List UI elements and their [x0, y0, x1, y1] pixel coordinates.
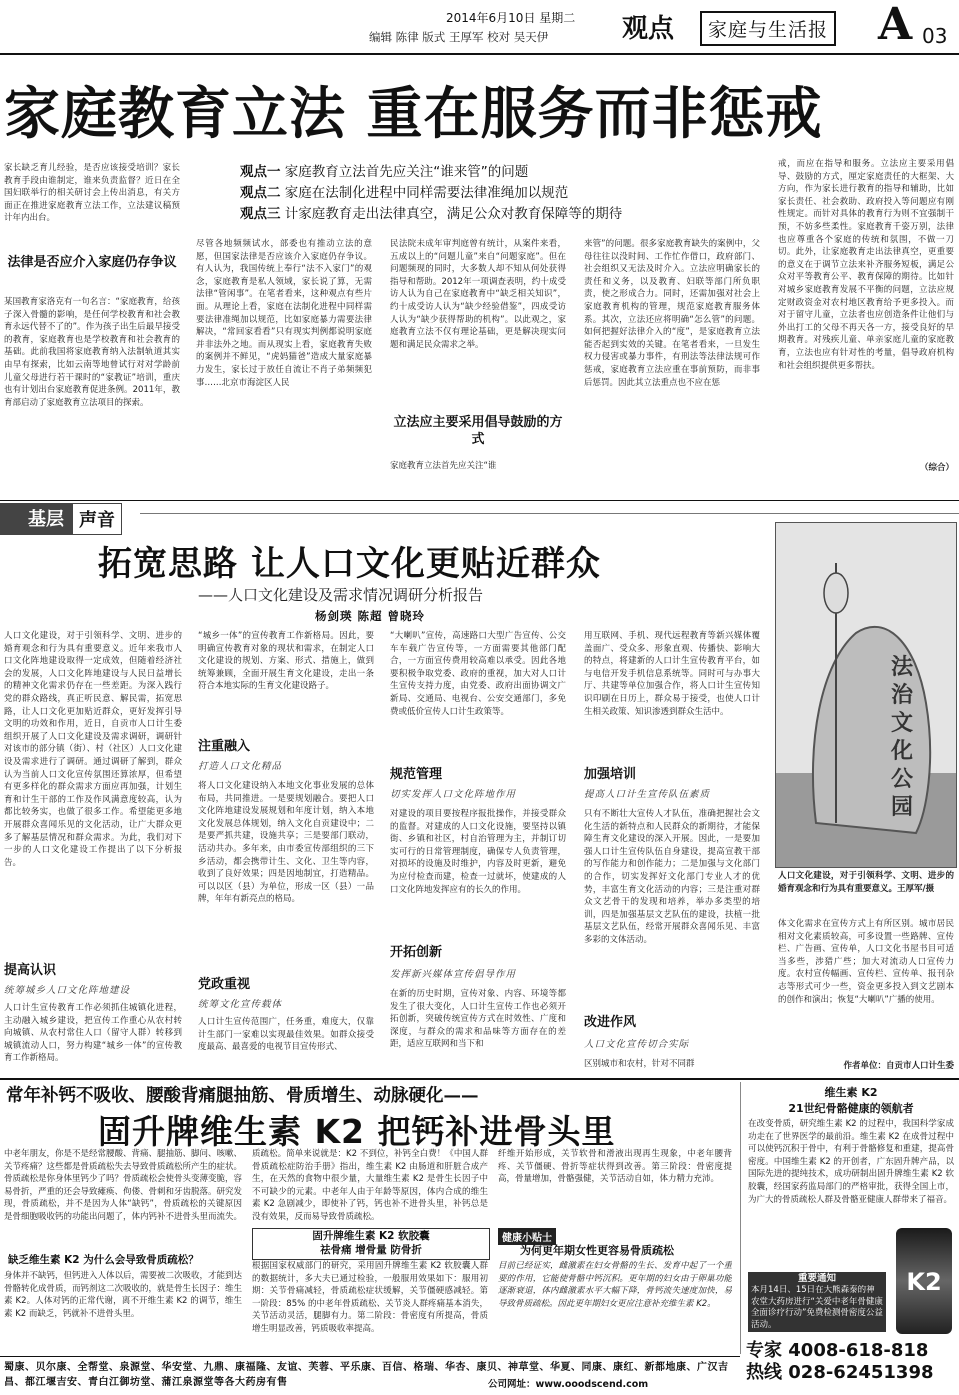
subhead-raise-awareness-2: 统筹城乡人口文化阵地建设 — [4, 985, 131, 996]
paper-name: 家庭与生活报 — [700, 11, 836, 46]
vk2-title: 维生素 K2 — [824, 1086, 878, 1099]
company-website: 公司网址：www.ooodscend.com — [486, 1376, 650, 1390]
grassroots-col-3: “大喇叭”宣传，高速路口大型广告宣传、公交车车载广告宣传等，一方面需要其他部门配合，一方面宣传费用较高难以承受。因此各地要积极争取党委、政府的重视，加大对人口计生宣传支持力度，由党委、政府出面协调文广新局、交通局、电视台、公安交通部门，多免费或低价宣传人口计生政策等。 — [390, 631, 566, 717]
subhead-work-style-2: 人口文化宣传切合实际 — [584, 1039, 690, 1050]
subhead-innovation: 开拓创新 — [390, 945, 443, 960]
author-unit: 作者单位：自贡市人口计生委 — [843, 1061, 954, 1071]
article-source: （综合） — [919, 463, 954, 473]
subhead-work-style: 改进作风 — [584, 1015, 637, 1030]
subhead-training: 加强培训 — [584, 767, 637, 782]
ad-box-1: 缺乏维生素 K2 为什么会导致骨质疏松？ — [8, 1254, 199, 1266]
grassroots-col-2b: 将人口文化建设纳入本地文化事业发展的总体布局，共同推进。一是要规划融合。要把人口文化阵地建设发展规划和年度计划，纳入本地文化发展总体规划，纳入文化自贡建设中；二是要严抓共建，设施共享；三是要部门联动，活动共办。多年来，由市委宣传部组织的三下乡活动，都会携带计生、文化、卫生等内容，收到了良好效果；四是因地制宜，打造精品。可以以区（县）为单位，形成一区（县）一品牌，年年有新亮点的格局。 — [198, 781, 374, 905]
ad-box-2-slogan: 祛骨痛 增骨量 防骨折 — [320, 1244, 422, 1256]
article-col-4: 来管”的问题。很多家庭教育缺失的案例中，父母往往以没时间、工作忙作借口，政府部门、社会组织又无法及时介入。立法应明确家长的责任和义务，以及教育、妇联等部门所负职责，使之形成合力。同时，还需加强对社会上家庭教育机构的管理，规范家庭教育服务体系。其次，立法还应将明确“怎么管”的问题。如何把握好法律介入的“度”，是家庭教育立法能否起到实效的关键。在笔者看来，一旦发生权力侵害或暴力事件，有刑法等法律法规可作惩戒，家庭教育立法应重在事前预防，而非事后惩罚。因此其立法重点也不应在惩 — [584, 239, 760, 388]
banner-left: 基层 — [0, 503, 72, 535]
notice-box — [748, 1272, 886, 1332]
grassroots-col-1b: 人口计生宣传教育工作必须抓住城镇化进程，主动融入城乡建设，把宣传工作重心从农村转向城镇、从农村常住人口（留守人群）转移到城镇流动人口，努力构建“城乡一体”的宣传教育工作新格局。 — [4, 1003, 182, 1064]
grassroots-col-3c: 在新的历史时期，宣传对象、内容、环境等都发生了很大变化，人口计生宣传工作也必须开拓创新，突破传统宣传方式在时效性、广度和深度，与群众的需求和品味等方面存在的差距，适应互联网和当下和 — [390, 989, 566, 1050]
ad-box-2-title: 固升牌维生素 K2 软胶囊 — [312, 1230, 430, 1242]
ad-divider — [0, 1078, 959, 1080]
park-stone-illustration — [776, 523, 956, 867]
viewpoint-1: 观点一 家庭教育立法首先应关注“谁来管”的问题 — [240, 164, 529, 180]
viewpoint-3: 观点三 计家庭教育走出法律真空，满足公众对教育保障等的期待 — [240, 206, 623, 222]
ad-col-1b: 身体并不缺钙，但钙进入人体以后，需要被二次吸收，才能到达骨骼转化成骨质，而钙剂这二次吸收的，就是骨生长因子：维生素 K2。人体对钙的正常代谢，离不开维生素 K2 的调节，维生素 K2 而缺乏，钙就补不进骨头里。 — [4, 1271, 242, 1319]
footer-rule — [0, 1356, 740, 1357]
grassroots-col-4: 用互联网、手机、现代远程教育等新兴媒体覆盖面广、受众多、形象直观、传播快、影响大的特点，将建新的人口计生宣传教育平台，如与电信开发手机信息系统等。同时可与办事大厅、共建等单位加强合作，将人口计生宣传知识印刷在日历上，群众易于接受，也使人口计生相关政策、知识渗透到群众生活中。 — [584, 631, 760, 717]
page-letter: A — [878, 0, 913, 50]
park-photo — [775, 522, 957, 868]
header-rule — [0, 53, 959, 55]
photo-caption: 人口文化建设，对于引领科学、文明、进步的婚育观念和行为具有重要意义。王厚军/摄 — [778, 871, 954, 894]
ad-col-3: 纤维开始形成，关节软骨和滑液出现再生现象，中老年腰背疼、关节僵硬、骨折等症状得到改善。第三阶段：骨密度提高，骨量增加，骨骼强健，关节活动自如，体力精力充沛。 — [498, 1149, 732, 1185]
subhead-integration-2: 打造人口文化精品 — [198, 761, 283, 772]
grassroots-col-5: 体文化需求在宣传方式上有所区别。城市居民相对文化素质较高，可多设置一些路牌、宣传栏、广告画、宣传单，人口文化书屋书目可适当多些，涉猎广些；加大对流动人口宣传力度。农村宣传幅画、宣传栏、宣传单、报刊杂志等形式可少一些，资金更多投入到文艺剧本的创作和演出；恢复“大喇叭”广播的使用。 — [778, 919, 954, 1005]
subhead-party-attention: 党政重视 — [198, 977, 251, 992]
pharmacy-list: 蜀康、贝尔康、全帮堂、泉源堂、华安堂、九鼎、康福隆、友谊、芙蓉、平乐康、百信、格瑞、华杏、康贝、神草堂、华夏、同康、康红、新都地康、广汉吉昌、都江堰吉安、青白江御坊堂、蒲江泉源堂等各大药房有售 — [4, 1362, 729, 1388]
article-col-5: 戒，而应在指导和服务。立法应主要采用倡导、鼓励的方式，厘定家庭责任的大框架、大方向，作为家长进行教育的指导和辅助，比如家长责任、社会救助、政府投入等问题应有刚性规定。而针对具体的教育行为则不宜强制干预，不妨多些柔性。家庭教育千姿万别，法律也应尊重各个家庭的传统和氛围，不做一刀切。此外，让家庭教育走出法律真空，更重要的意义在于调节立法来补齐服务短板，满足公众对平等教育公平、教育保障的期待。比如针对城乡家庭教育发展不平衡的问题，立法应规定财政资金对农村地区教育给予更多投入。而对于留守儿童，立法者也应创造条件让他们与外出打工的父母不再天各一方，接受良好的早期教育。对残疾儿童、单亲家庭儿童的家庭教育，立法也应有针对性的考量，倡导政府机构和社会组织提供更多帮扶。 — [778, 159, 954, 371]
ad-col-1: 中老年朋友，你是不是经常腰酸、背痛、腿抽筋、脚问、咳嗽、关节疼痛？这些都是骨质疏松失去导致骨质疏松所产生的症状。骨质疏松是你身体里钙少了吗？骨质疏松会使骨头变薄变脆，容易骨折，严重的还会导致瘫痪、佝偻、骨刺和牙齿脱落。研究发现，骨质疏松，并不是因为人体“缺钙”，骨质疏松的关键原因是骨细胞吸收钙的功能出问题了，体内钙补不进骨头里而流失。 — [4, 1149, 242, 1222]
ad-title-1: 常年补钙不吸收、腰酸背痛腿抽筋、骨质增生、动脉硬化—— — [6, 1086, 479, 1106]
notice-label: 重要通知 — [797, 1273, 836, 1284]
issue-date: 2014年6月10日 星期二 — [446, 11, 576, 25]
vk2-text: 在改变骨质，研究维生素 K2 的过程中，我国科学家成功走在了世界医学的最前沿。维生素 K2 在成骨过程中可以使钙沉积于骨中，有利于骨骼修复和重建，提高骨密度。中国维生素 K2 的开创者，广东固升牌产品，以国际先进的提纯技术，成功研制出固升牌维生素 K2 软胶囊，经国家药监局部门的严格审批，获得全国上市，为广大的骨质疏松人群及骨骼亚健康人群带来了福音。 — [748, 1119, 954, 1205]
subhead-training-2: 提高人口计生宣传队伍素质 — [584, 789, 711, 800]
vk2-subtitle: 21世纪骨骼健康的领航者 — [788, 1102, 914, 1115]
section-banner — [0, 503, 122, 535]
grassroots-col-4c: 区别城市和农村，针对不同群 — [584, 1059, 695, 1069]
park-sign-text: 法治文化公园 — [891, 654, 914, 820]
health-tip-text: 目前已经证实，雌激素在妇女骨骼的生长、发育中起了一个重要的作用，它能使骨骼中钙沉积。更年期的妇女由于卵巢功能逐渐衰退，体内雌激素水平大幅下降，骨钙流失速度加快，易导致骨质疏松。因此更年期妇女更应注意补充维生素 K2。 — [498, 1261, 732, 1309]
main-headline: 家庭教育立法 重在服务而非惩戒 — [4, 81, 823, 147]
article-col-3b: 家庭教育立法首先应关注“谁 — [390, 461, 497, 471]
ad-col-2: 质疏松。简单来说就是：K2 不到位，补钙全白费！《中国人群骨质疏松症防治手册》指出，维生素 K2 由肠道和肝脏合成产生，在天然的食物中很少量，大量维生素 K2 是骨生长因子中不可缺少的元素。中老年人由于年龄等原因，体内合成的维生素 K2 急剧减少，即使补了钙，钙也补不进骨头里，补钙总是没有效果，反而易导致骨质疏松。 — [252, 1149, 488, 1222]
ad-col-2b: 根据国家权威部门的研究，采用固升牌维生素 K2 软胶囊人群的数据统计，多大夫已通过检验，一般服用效果如下：服用初期：关节骨痛减轻，骨质疏松症状缓解，关节僵硬感减轻。第一阶段：85% 的中老年骨质疏松、关节炎人群疼痛基本消失，关节活动灵活，腿脚有力。第二阶段：骨密度有所提高，骨质增生明显改善，钙质吸收率提高。 — [252, 1261, 488, 1334]
subhead-integration: 注重融入 — [198, 739, 251, 754]
subhead-management: 规范管理 — [390, 767, 443, 782]
grassroots-col-1: 人口文化建设，对于引领科学、文明、进步的婚育观念和行为具有重要意义。近年来我市人口文化阵地建设取得一定成效，但随着经济社会的发展，人口文化阵地建设与人民日益增长的精神文化需求仍存在一些差距。为深入践行党的群众路线，真正听民意、解民需，拓宽思路，让人口文化更加贴近群众，更好发挥引导文明的功效和作用，近日，自贡市人口计生委组织开展了人口文化建设及需求调研，调研针对该市的部分镇（街）、村（社区）人口文化建设及需求进行了调研。通过调研了解到，群众认为当前人口文化宣传氛围还算浓厚，但希望有更多样化的群众需求方面应再加强，计划生育和计生干部的工作及作风满意度较高，认为都比较务实，也做了很多工作。希望能更多地开展群众喜闻乐见的文化活动，让广大群众更多了解基层情况和群众需求。为此，我们对下一步的人口文化建设工作提出了以下分析报告。 — [4, 631, 182, 868]
page-number: 03 — [922, 24, 948, 48]
grassroots-headline: 拓宽思路 让人口文化更贴近群众 — [98, 544, 601, 584]
section-divider — [0, 500, 959, 501]
banner-rule — [140, 513, 959, 514]
banner-right: 声音 — [72, 503, 122, 535]
ad-right-divider — [740, 1082, 741, 1354]
phone-line-1: 专家 4008-618-818 — [746, 1340, 929, 1361]
subhead-law-dispute: 法律是否应介入家庭仍存争议 — [7, 255, 177, 270]
notice-text: 本月14日、15日在大熊森泰的神农堂大药房进行“关爱中老年骨健康全面诊疗行动”免费检测骨密度公益活动。 — [751, 1285, 883, 1330]
health-tip-title: 为何更年期女性更容易骨质疏松 — [520, 1244, 674, 1257]
viewpoints-box — [240, 162, 760, 225]
grassroots-col-4b: 只有不断壮大宣传人才队伍，准确把握社会文化生活的新特点和人民群众的新期待，才能保障生育文化建设的深入开展。因此，一是要加强人口计生宣传队伍自身建设，提高宣教干部的写作能力和创作能力；二是加强与文化部门的合作，切实发挥好文化部门专业人才的优势，丰富生育文化活动的内容；三是注重对群众文艺骨干的发现和培养，举办多类型的培训，四是加强基层文艺队伍的建设，扶植一批基层文艺队伍，经常开展群众喜闻乐见、丰富多彩的文体活动。 — [584, 809, 760, 945]
viewpoint-2: 观点二 家庭在法制化进程中同样需要法律准绳加以规范 — [240, 185, 569, 201]
subhead-guidance: 立法应主要采用倡导鼓励的方式 — [393, 415, 563, 447]
health-tip-label: 健康小贴士 — [498, 1228, 556, 1245]
editor-credits: 编辑 陈律 版式 王厚军 校对 吴天伊 — [369, 30, 549, 44]
ad-title-2: 固升牌维生素 K2 把钙补进骨头里 — [98, 1112, 616, 1151]
article-intro: 家长缺乏育儿经验，是否应该接受培训？家长教育手段由谁制定，谁来负责监督？近日在全国妇联举行的相关研讨会上传出消息，有关方面正在推进家庭教育立法工作，立法建议稿预计年内出台。 — [4, 163, 180, 224]
subhead-innovation-2: 发挥新兴媒体宣传倡导作用 — [390, 969, 517, 980]
grassroots-subtitle: ——人口文化建设及需求情况调研分析报告 — [198, 586, 484, 604]
subhead-raise-awareness: 提高认识 — [4, 963, 57, 978]
grassroots-col-2c: 人口计生宣传范围广，任务重，难度大，仅靠计生部门一家难以实现最佳效果。如群众接受度最高、最喜爱的电视节目宣传形式、 — [198, 1017, 374, 1053]
grassroots-col-2: “城乡一体”的宣传教育工作新格局。因此，要明确宣传教育对象的现状和需求，在制定人口文化建设的规划、方案、形式、措施上，做到统筹兼顾，全面开展生育文化建设，走出一条符合本地实际的生育文化建设路子。 — [198, 631, 374, 692]
subhead-management-2: 切实发挥人口文化阵地作用 — [390, 789, 517, 800]
ad-box-2 — [252, 1228, 490, 1260]
phone-line-2: 热线 028-62451398 — [746, 1362, 934, 1383]
product-bottle — [896, 1228, 952, 1334]
article-col-3: 民法院未成年审判庭曾有统计，从案件来看，五成以上的“问题儿童”来自“问题家庭”。但在问题频现的同时，大多数人却不知从何处获得指导和帮助。2012年一项调查表明，约十成受访人认为自己在家庭教育中“缺乏相关知识”，约十成受访人认为“缺少经验借鉴”，四成受访人认为“缺少获得帮助的机构”。以此观之，家庭教育立法不仅有理论基础，更是解决现实问题和满足民众需求之举。 — [390, 239, 566, 350]
article-col-1: 某国教育家洛克有一句名言：“家庭教育，给孩子深入骨髓的影响，是任何学校教育和社会教育永远代替不了的”。作为孩子出生后最早接受的教育，家庭教育也是学校教育和社会教育的基础。此前我国将家庭教育纳入法制轨道其实由早有探索，比如云南等地曾试行对对学龄前儿童父母进行若干课时的“家教证”培训，重庆也有计划出台家庭教育促进条例。2011年，教育部启动了家庭教育立法项目的探索。 — [4, 297, 180, 408]
article-col-2: 尽管各地频频试水，部委也有推动立法的意愿，但国家法律是否应该介入家庭仍存争议。有人认为，我国传统上奉行“法不入家门”的观念，家庭教育是私人领域，家长说了算，无需法律“管闲事”。在笔者看来，这种观点有些片面。从理论上看，家庭在法制化进程中同样需要法律准绳加以规范，比如家庭暴力需要法律解决，“常回家看看”只有现实判例都说明家庭并非法外之地。而从现实上看，家庭教育失败的案例并不鲜见，“虎妈猫爸”造成大量家庭暴力发生，家长过于放任自流让不肖子弟频频犯事……北京市海淀区人民 — [196, 239, 372, 388]
grassroots-authors: 杨剑瑛 陈超 曾晓玲 — [315, 609, 426, 623]
subhead-party-attention-2: 统筹文化宣传载体 — [198, 999, 283, 1010]
grassroots-col-3b: 对建设的项目要按程序报批操作，并接受群众的监督。对建成的人口文化设施，要坚持以镇街、乡镇和社区，村自治管理为主，并制订切实可行的日常管理制度，确保专人负责管理，对损坏的设施及时维护，内容及时更新，避免为应付检查而建，检查一过就坏，使建成的人口文化阵地发挥应有的长久的作用。 — [390, 809, 566, 895]
section-title: 观点 — [622, 14, 675, 44]
product-label: K2 — [906, 1268, 942, 1296]
